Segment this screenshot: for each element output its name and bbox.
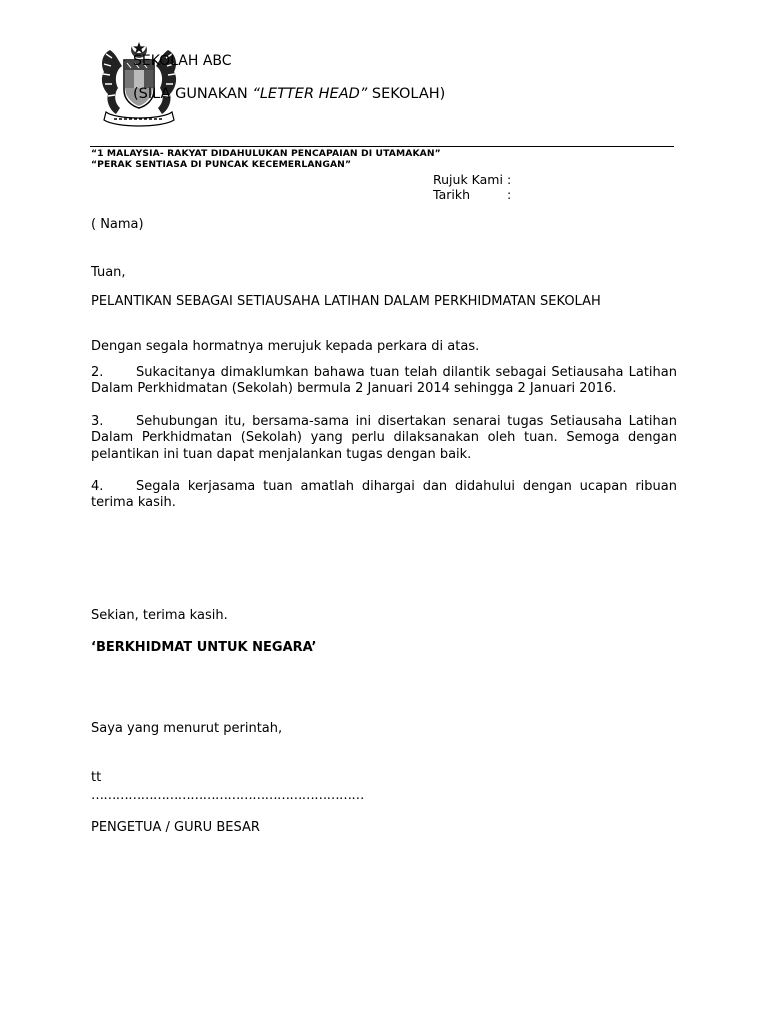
signature-line: ………………………………………………………… xyxy=(91,788,364,803)
motto-line-2: “PERAK SENTIASA DI PUNCAK KECEMERLANGAN” xyxy=(91,159,352,170)
paragraph-number: 2. xyxy=(91,365,104,380)
letterhead-note-italic: “LETTER HEAD” xyxy=(252,86,368,102)
letterhead-note xyxy=(133,86,445,102)
header-divider xyxy=(90,146,674,147)
sign-off: Saya yang menurut perintah, xyxy=(91,721,283,736)
slogan: ‘BERKHIDMAT UNTUK NEGARA’ xyxy=(91,640,317,655)
letterhead-note-suffix: SEKOLAH) xyxy=(367,86,446,102)
our-reference-colon: : xyxy=(507,172,512,187)
letter-subject: PELANTIKAN SEBAGAI SETIAUSAHA LATIHAN DALAM PERKHIDMATAN SEKOLAH xyxy=(91,294,601,309)
paragraph-text: Sukacitanya dimaklumkan bahawa tuan telah dilantik sebagai Setiausaha Latihan Dalam Perkhidmatan (Sekolah) bermula 2 Januari 2014 sehingga 2 Januari 2016. xyxy=(91,365,677,397)
signature-mark: tt xyxy=(91,770,102,785)
motto-line-1: “1 MALAYSIA- RAKYAT DIDAHULUKAN PENCAPAIAN DI UTAMAKAN” xyxy=(91,148,441,159)
paragraph-number: 4. xyxy=(91,479,104,494)
recipient-name: ( Nama) xyxy=(91,217,144,232)
intro-paragraph: Dengan segala hormatnya merujuk kepada perkara di atas. xyxy=(91,339,480,354)
our-reference xyxy=(433,172,511,187)
body-paragraph-3 xyxy=(91,414,677,463)
paragraph-text: Sehubungan itu, bersama-sama ini disertakan senarai tugas Setiausaha Latihan Dalam Perkhidmatan (Sekolah) yang perlu dilaksanakan oleh tuan. Semoga dengan pelantikan ini tuan dapat menjalankan tugas dengan baik. xyxy=(91,414,677,462)
date-reference xyxy=(433,187,511,202)
body-paragraph-2 xyxy=(91,365,677,398)
signatory-position: PENGETUA / GURU BESAR xyxy=(91,820,260,835)
closing-line: Sekian, terima kasih. xyxy=(91,608,228,623)
body-paragraph-4 xyxy=(91,479,677,512)
salutation: Tuan, xyxy=(91,265,126,280)
date-colon: : xyxy=(507,187,512,202)
our-reference-label: Rujuk Kami xyxy=(433,172,503,187)
paragraph-number: 3. xyxy=(91,414,104,429)
paragraph-text: Segala kerjasama tuan amatlah dihargai dan didahului dengan ucapan ribuan terima kasih. xyxy=(91,479,677,511)
letterhead-note-prefix: (SILA GUNAKAN xyxy=(133,86,253,102)
school-name: SEKOLAH ABC xyxy=(133,53,232,69)
date-label: Tarikh xyxy=(433,187,470,202)
